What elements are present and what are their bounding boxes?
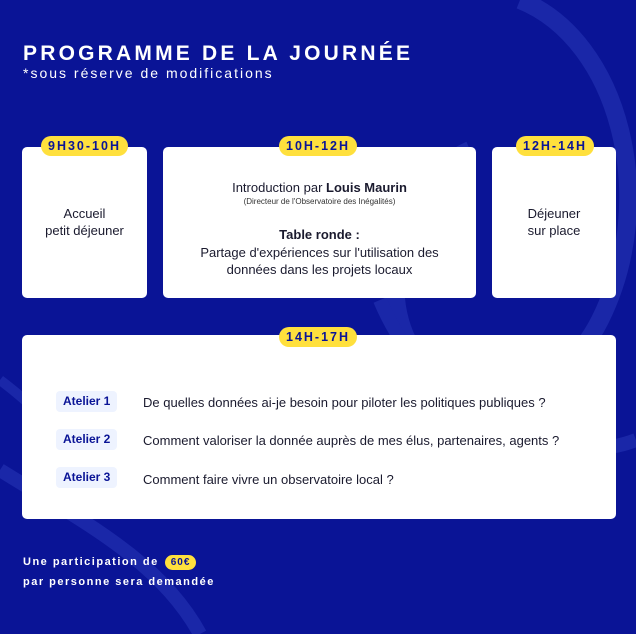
intro-prefix: Introduction par xyxy=(232,180,327,195)
slot-line: Accueil xyxy=(63,206,106,221)
time-badge: 10H-12H xyxy=(279,136,357,156)
slot-card-lunch xyxy=(492,147,616,298)
intro-line xyxy=(163,179,476,196)
participation-text: Une participation de xyxy=(23,556,159,568)
page-subtitle: *sous réserve de modifications xyxy=(23,65,274,81)
slot-card-afternoon xyxy=(22,335,616,519)
speaker-role: (Directeur de l'Observatoire des Inégalités) xyxy=(243,197,396,206)
atelier-question: De quelles données ai-je besoin pour piloter les politiques publiques ? xyxy=(143,395,546,410)
slot-line: sur place xyxy=(527,223,581,238)
time-badge: 12H-14H xyxy=(516,136,594,156)
slot-line: petit déjeuner xyxy=(45,223,124,238)
atelier-tag: Atelier 2 xyxy=(56,429,117,450)
slot-card-morning xyxy=(22,147,147,298)
roundtable-line: données dans les projets locaux xyxy=(226,262,413,277)
speaker-name: Louis Maurin xyxy=(326,180,407,195)
slot-line: Déjeuner xyxy=(527,206,581,221)
atelier-tag: Atelier 3 xyxy=(56,467,117,488)
price-badge: 60€ xyxy=(165,555,197,570)
atelier-tag: Atelier 1 xyxy=(56,391,117,412)
atelier-question: Comment valoriser la donnée auprès de mes élus, partenaires, agents ? xyxy=(143,433,560,448)
slot-card-midmorning xyxy=(163,147,476,298)
participation-line xyxy=(23,555,196,570)
slot-description xyxy=(22,205,147,239)
time-badge: 9H30-10H xyxy=(41,136,128,156)
atelier-question: Comment faire vivre un observatoire local ? xyxy=(143,472,394,487)
participation-line-2: par personne sera demandée xyxy=(23,576,215,588)
roundtable-line: Partage d'expériences sur l'utilisation des xyxy=(200,245,439,260)
roundtable-title: Table ronde : xyxy=(279,227,360,242)
slot-description xyxy=(492,205,616,239)
page-title: PROGRAMME DE LA JOURNÉE xyxy=(23,42,414,65)
time-badge: 14H-17H xyxy=(279,327,357,347)
roundtable-description xyxy=(163,244,476,278)
